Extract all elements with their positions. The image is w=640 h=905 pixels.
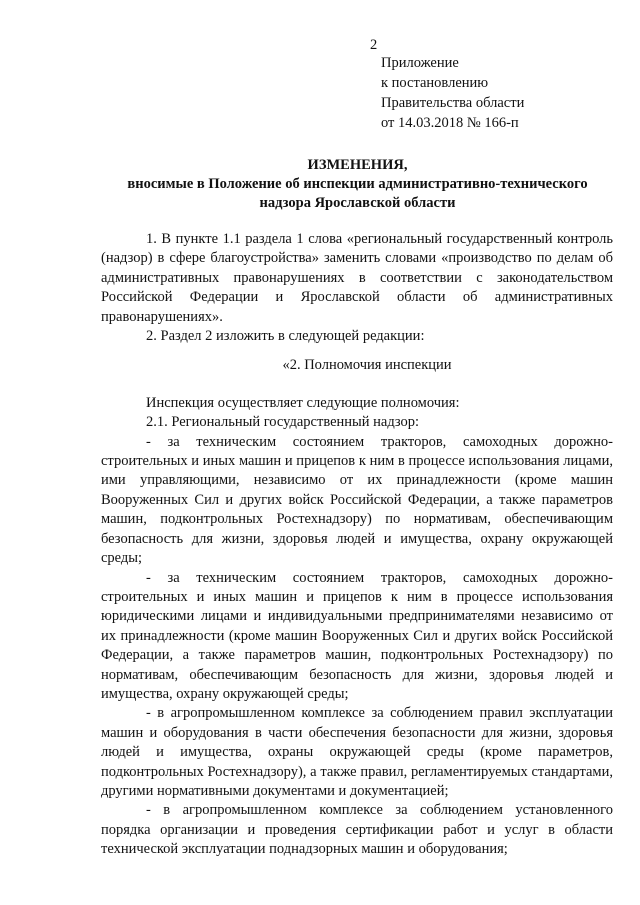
- paragraph-bullet-3: - в агропромышленном комплексе за соблюдением правил эксплуатации машин и оборудования в части обеспечения безопасности для жизни, здоровья людей и имущества, охраны окружающей среды (кроме параметров, подконтрольных Ростехнадзору), а также правил, регламентируемых стандартами, другими нормативными документами и документацией;: [101, 705, 613, 799]
- title-line-3: надзора Ярославской области: [259, 195, 456, 211]
- section-heading: «2. Полномочия инспекции: [282, 357, 452, 374]
- document-body: [101, 230, 613, 860]
- paragraph-powers-intro: Инспекция осуществляет следующие полномочия:: [146, 394, 460, 411]
- paragraph-item-2: 2. Раздел 2 изложить в следующей редакции:: [146, 328, 425, 345]
- paragraph-bullet-2: - за техническим состоянием тракторов, самоходных дорожно-строительных и иных машин и прицепов к ним в процессе использования юридическими лицами и индивидуальными предпринимателями независимо от их принадлежности (кроме машин Вооруженных Сил и других войск Российской Федерации, а также параметров машин, подконтрольных Ростехнадзору) по нормативам, обеспечивающим безопасность для жизни, здоровья людей и имущества, охрану окружающей среды;: [101, 569, 613, 702]
- appendix-line-3: Правительства области: [381, 95, 525, 111]
- title-line-1: ИЗМЕНЕНИЯ,: [307, 157, 408, 173]
- spacer: [101, 386, 613, 394]
- paragraph-regional-supervision: 2.1. Региональный государственный надзор:: [146, 414, 420, 431]
- paragraph-item-1: 1. В пункте 1.1 раздела 1 слова «региональный государственный контроль (надзор) в сфере благоустройства» заменить словами «производство по делам об административных правонарушениях в соответствии с законодательством Российской Федерации и Ярославской области об административных правонарушениях».: [101, 231, 613, 325]
- appendix-reference: [381, 53, 524, 133]
- document-title: [100, 156, 615, 213]
- paragraph-bullet-4: - в агропромышленном комплексе за соблюдением установленного порядка организации и проведения сертификации работ и услуг в области технической эксплуатации поднадзорных машин и оборудования;: [101, 802, 613, 858]
- appendix-line-1: Приложение: [381, 55, 459, 71]
- page-number: 2: [370, 37, 378, 53]
- appendix-line-2: к постановлению: [381, 75, 489, 91]
- paragraph-bullet-1: - за техническим состоянием тракторов, самоходных дорожно-строительных и иных машин и прицепов к ним в процессе использования лицами, ими управляющими, независимо от их принадлежности (кроме машин Вооруженных Сил и других войск Российской Федерации, а также параметров машин, подконтрольных Ростехнадзору) по нормативам, обеспечивающим безопасность для жизни, здоровья людей и имущества, охрану окружающей среды;: [101, 433, 613, 567]
- title-line-2: вносимые в Положение об инспекции административно-технического: [127, 176, 588, 192]
- appendix-line-4: от 14.03.2018 № 166-п: [381, 115, 519, 131]
